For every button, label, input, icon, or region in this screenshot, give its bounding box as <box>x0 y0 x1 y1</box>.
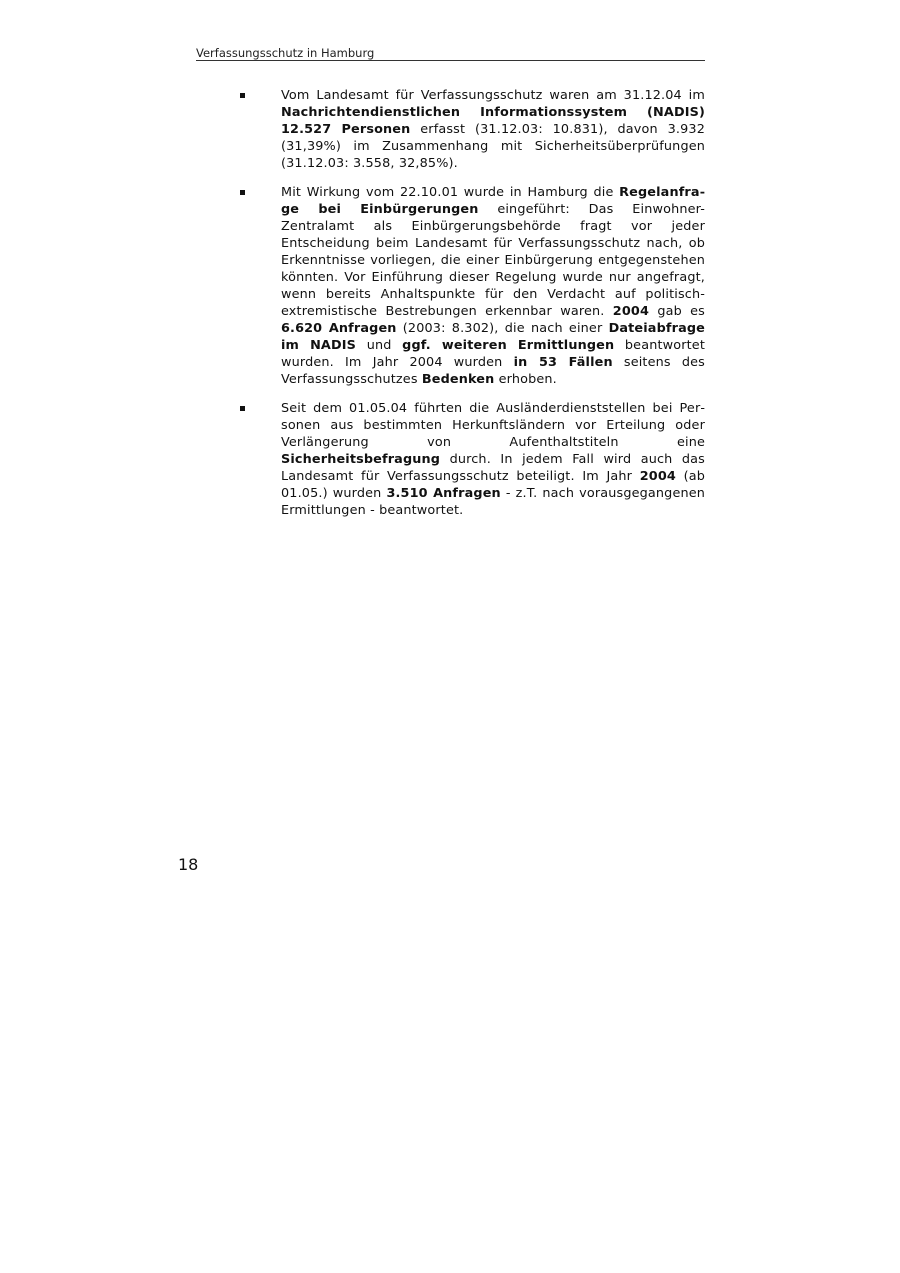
text-segment: Vom Landesamt für Verfassungsschutz waren am 31.12.04 im <box>281 88 705 103</box>
square-bullet-icon <box>240 406 245 411</box>
page-number: 18 <box>178 855 199 874</box>
square-bullet-icon <box>240 93 245 98</box>
bold-text-segment: Dateiabfrage im NADIS <box>281 321 705 353</box>
bold-text-segment: Bedenken <box>421 372 495 387</box>
text-segment: durch. In jedem Fall wird auch das Landesamt für Verfassungsschutz beteiligt. Im Jahr <box>281 452 705 484</box>
square-bullet-icon <box>240 190 245 195</box>
bullet-paragraph <box>281 400 705 519</box>
list-item <box>236 400 705 519</box>
text-segment: beantwortet wurden. Im Jahr 2004 wurden <box>281 338 705 370</box>
bullet-paragraph <box>281 87 705 172</box>
bold-text-segment: in 53 Fällen <box>513 355 613 370</box>
bold-text-segment: 3.510 Anfragen <box>386 486 501 501</box>
header-title: Verfassungsschutz in Hamburg <box>196 46 375 60</box>
running-header <box>196 42 705 61</box>
text-segment: gab es <box>649 304 705 319</box>
bold-text-segment: Regelanfrage bei Einbürgerungen <box>281 185 705 217</box>
bold-text-segment: 2004 <box>639 469 676 484</box>
bold-text-segment: ggf. weiteren Ermittlungen <box>402 338 615 353</box>
list-item <box>236 87 705 172</box>
text-segment: (ab 01.05.) wurden <box>281 469 705 501</box>
bullet-list <box>236 87 705 531</box>
list-item <box>236 184 705 388</box>
text-segment: eingeführt: Das Einwohner-Zentralamt als Einbürgerungsbehörde fragt vor jeder Entscheidung beim Landesamt für Verfassungsschutz nach, ob Erkenntnisse vorliegen, die einer Einbürgerung entgegenstehen könnten. Vor Einführung dieser Regelung wurde nur angefragt, wenn bereits Anhaltspunkte für den Verdacht auf politisch-extremistische Bestrebungen erkennbar waren. <box>281 202 705 319</box>
text-segment: erfasst (31.12.03: 10.831), davon 3.932 (31,39%) im Zusammenhang mit Sicherheitsüberprüfungen (31.12.03: 3.558, 32,85%). <box>281 122 705 171</box>
bold-text-segment: Sicherheitsbefragung <box>281 452 441 467</box>
bold-text-segment: 6.620 Anfragen <box>281 321 397 336</box>
bullet-paragraph <box>281 184 705 388</box>
text-segment: erhoben. <box>494 372 557 387</box>
text-segment: (2003: 8.302), die nach einer <box>396 321 609 336</box>
text-segment: Mit Wirkung vom 22.10.01 wurde in Hamburg die <box>281 185 620 200</box>
text-segment: und <box>356 338 403 353</box>
text-segment: - z.T. nach vorausgegangenen Ermittlungen - beantwortet. <box>281 486 706 518</box>
bold-text-segment: 2004 <box>612 304 650 319</box>
text-segment: Seit dem 01.05.04 führten die Ausländerdienststellen bei Personen aus bestimmten Herkunftsländern vor Erteilung oder Verlängerung von Aufenthaltstiteln eine <box>281 401 705 450</box>
bold-text-segment: Nachrichtendienstlichen Informationssystem (NADIS) 12.527 Personen <box>281 105 705 137</box>
text-segment: seitens des Verfassungsschutzes <box>281 355 705 387</box>
